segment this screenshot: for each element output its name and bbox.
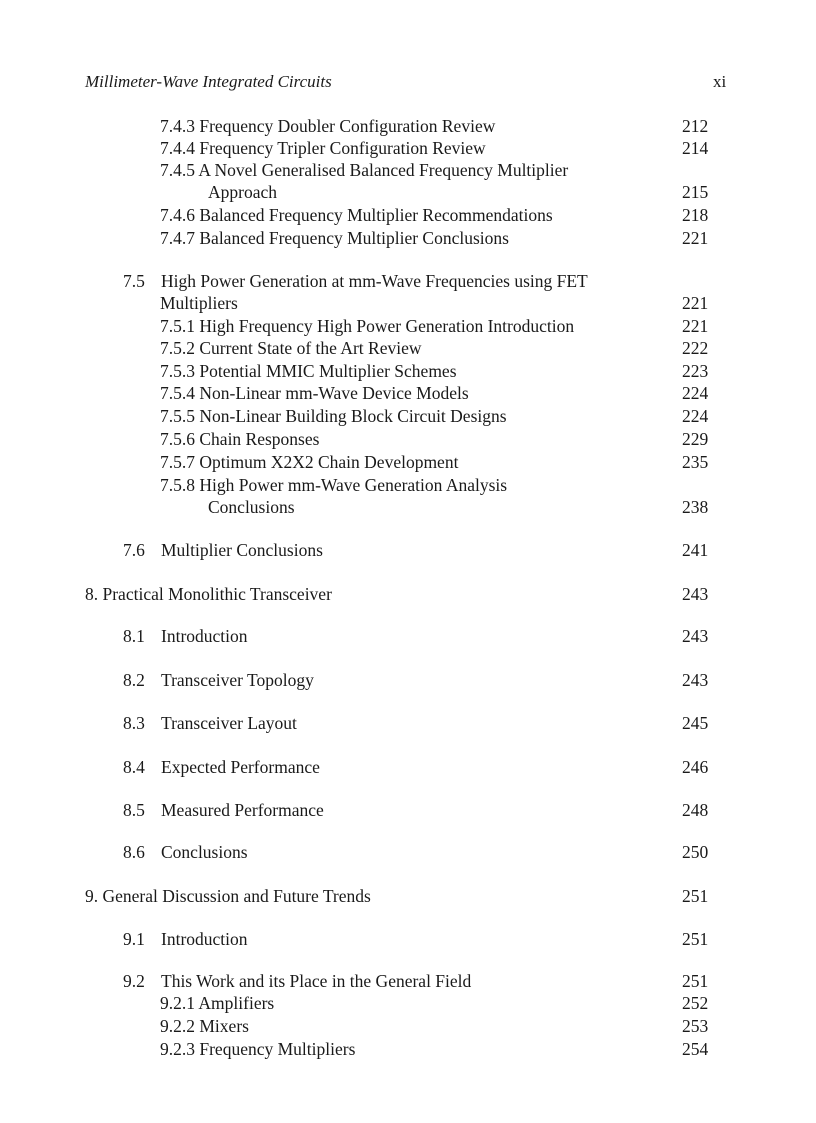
toc-page-number: 218 bbox=[682, 205, 709, 225]
toc-entry: 7.5.5 Non-Linear Building Block Circuit Designs bbox=[160, 406, 507, 426]
toc-page-number: 222 bbox=[682, 338, 709, 358]
section-title: Measured Performance bbox=[161, 800, 324, 820]
toc-section bbox=[123, 841, 248, 863]
section-title: Introduction bbox=[161, 626, 248, 646]
toc-section bbox=[123, 799, 324, 821]
toc-entry: 7.5.7 Optimum X2X2 Chain Development bbox=[160, 452, 459, 472]
toc-entry: 7.4.3 Frequency Doubler Configuration Review bbox=[160, 116, 496, 136]
toc-page-number: 246 bbox=[682, 757, 709, 777]
toc-page-number: 229 bbox=[682, 429, 709, 449]
section-title: Expected Performance bbox=[161, 757, 320, 777]
toc-page-number: 243 bbox=[682, 670, 709, 690]
toc-entry: 7.5.2 Current State of the Art Review bbox=[160, 338, 422, 358]
toc-section bbox=[123, 270, 588, 292]
toc-section bbox=[123, 756, 320, 778]
section-title: Transceiver Topology bbox=[161, 670, 314, 690]
toc-entry: 7.5.8 High Power mm-Wave Generation Analysis bbox=[160, 475, 508, 495]
toc-page-number: 235 bbox=[682, 452, 709, 472]
toc-page-number: 251 bbox=[682, 929, 709, 949]
toc-page-number: 224 bbox=[682, 406, 709, 426]
toc-section bbox=[123, 625, 248, 647]
section-number: 9.1 bbox=[123, 929, 145, 949]
toc-chapter: 8. Practical Monolithic Transceiver bbox=[85, 584, 332, 604]
toc-entry: 7.4.6 Balanced Frequency Multiplier Recommendations bbox=[160, 205, 553, 225]
toc-page-number: 221 bbox=[682, 316, 709, 336]
toc-page-number: 215 bbox=[682, 182, 709, 202]
toc-entry: 7.5.3 Potential MMIC Multiplier Schemes bbox=[160, 361, 457, 381]
toc-page-number: 221 bbox=[682, 228, 709, 248]
section-title: This Work and its Place in the General Field bbox=[161, 971, 472, 991]
section-number: 8.6 bbox=[123, 842, 145, 862]
section-title: High Power Generation at mm-Wave Frequencies using FET bbox=[161, 271, 588, 291]
toc-page-number: 245 bbox=[682, 713, 709, 733]
section-number: 9.2 bbox=[123, 971, 145, 991]
toc-entry: 7.4.5 A Novel Generalised Balanced Frequency Multiplier bbox=[160, 160, 569, 180]
section-number: 8.2 bbox=[123, 670, 145, 690]
toc-entry: 7.5.1 High Frequency High Power Generation Introduction bbox=[160, 316, 575, 336]
toc-entry-continuation: Multipliers bbox=[160, 293, 238, 313]
section-title: Conclusions bbox=[161, 842, 248, 862]
toc-page-number: 251 bbox=[682, 886, 709, 906]
toc-page-number: 224 bbox=[682, 383, 709, 403]
toc-entry-continuation: Approach bbox=[208, 182, 278, 202]
toc-section bbox=[123, 970, 471, 992]
section-number: 7.5 bbox=[123, 271, 145, 291]
toc-entry: 7.5.6 Chain Responses bbox=[160, 429, 320, 449]
toc-page-number: 214 bbox=[682, 138, 709, 158]
toc-page-number: 238 bbox=[682, 497, 709, 517]
toc-section bbox=[123, 712, 297, 734]
toc-chapter: 9. General Discussion and Future Trends bbox=[85, 886, 371, 906]
section-title: Multiplier Conclusions bbox=[161, 540, 323, 560]
toc-section bbox=[123, 928, 248, 950]
toc-page-number: 241 bbox=[682, 540, 709, 560]
toc-entry: 7.4.4 Frequency Tripler Configuration Review bbox=[160, 138, 486, 158]
section-number: 8.3 bbox=[123, 713, 145, 733]
section-number: 7.6 bbox=[123, 540, 145, 560]
toc-entry: 9.2.1 Amplifiers bbox=[160, 993, 275, 1013]
toc-page-number: 243 bbox=[682, 584, 709, 604]
section-number: 8.5 bbox=[123, 800, 145, 820]
toc-page-number: 221 bbox=[682, 293, 709, 313]
toc-page-number: 223 bbox=[682, 361, 709, 381]
section-title: Transceiver Layout bbox=[161, 713, 297, 733]
book-title: Millimeter-Wave Integrated Circuits bbox=[85, 72, 332, 91]
toc-page-number: 251 bbox=[682, 971, 709, 991]
toc-page-number: 243 bbox=[682, 626, 709, 646]
toc-entry: 7.4.7 Balanced Frequency Multiplier Conclusions bbox=[160, 228, 509, 248]
section-number: 8.1 bbox=[123, 626, 145, 646]
toc-page-number: 212 bbox=[682, 116, 709, 136]
toc-entry-continuation: Conclusions bbox=[208, 497, 295, 517]
toc-page-number: 254 bbox=[682, 1039, 709, 1059]
toc-section bbox=[123, 669, 314, 691]
toc-entry: 7.5.4 Non-Linear mm-Wave Device Models bbox=[160, 383, 469, 403]
toc-page-number: 253 bbox=[682, 1016, 709, 1036]
toc-page-number: 252 bbox=[682, 993, 709, 1013]
toc-section bbox=[123, 539, 323, 561]
page-number: xi bbox=[713, 72, 727, 91]
section-number: 8.4 bbox=[123, 757, 145, 777]
toc-entry: 9.2.3 Frequency Multipliers bbox=[160, 1039, 356, 1059]
toc-page-number: 250 bbox=[682, 842, 709, 862]
toc-entry: 9.2.2 Mixers bbox=[160, 1016, 249, 1036]
section-title: Introduction bbox=[161, 929, 248, 949]
toc-page-number: 248 bbox=[682, 800, 709, 820]
